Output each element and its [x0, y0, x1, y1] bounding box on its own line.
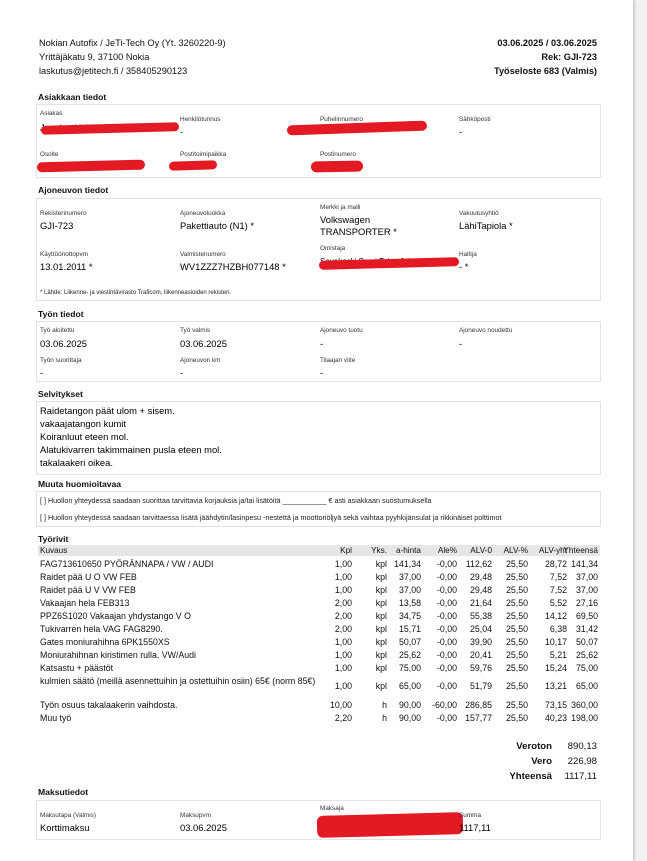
cell-kpl: 1,00: [334, 585, 352, 595]
value-henkilotunnus: -: [180, 126, 184, 137]
table-row: [38, 558, 600, 571]
table-row: [38, 597, 600, 610]
cell-yks: kpl: [375, 585, 387, 595]
col-header-a-hinta: a-hinta: [395, 546, 421, 555]
cell-ale: -0,00: [436, 681, 457, 691]
cell-alv-pct: 25,50: [505, 585, 528, 595]
cell-a-hinta: 34,75: [398, 611, 421, 621]
cell-ale: -0,00: [436, 572, 457, 582]
table-row: [38, 712, 600, 725]
col-header-alv-yht: ALV-yht: [538, 546, 567, 555]
cell-ale: -0,00: [436, 713, 457, 723]
cell-kuvaus: Työn osuus takalaakerin vaihdosta.: [40, 700, 178, 710]
cell-alv-yht: 15,24: [544, 663, 567, 673]
cell-yhteensa: 37,00: [575, 585, 598, 595]
cell-alv0: 59,76: [469, 663, 492, 673]
cell-yks: h: [382, 713, 387, 723]
label-maksutapa: Maksutapa (Valmis): [40, 812, 96, 819]
cell-a-hinta: 25,62: [398, 650, 421, 660]
total-yhteensa-label: Yhteensä: [509, 771, 552, 782]
label-postitoimipaikka: Postitoimipaikka: [180, 151, 227, 158]
label-ajoneuvoluokka: Ajoneuvoluokka: [180, 210, 226, 217]
value-maksupvm: 03.06.2025: [180, 822, 227, 833]
cell-kuvaus: FAG713610650 PYÖRÄNNAPA / VW / AUDI: [40, 559, 214, 569]
label-ajoneuvo-tuotu: Ajoneuvo tuotu: [320, 327, 363, 334]
col-header-alv0: ALV-0: [470, 546, 492, 555]
cell-kpl: 1,00: [334, 572, 352, 582]
cell-a-hinta: 90,00: [398, 700, 421, 710]
cell-alv0: 286,85: [465, 700, 492, 710]
table-header: [38, 545, 600, 556]
label-ajoneuvo-noudettu: Ajoneuvo noudettu: [459, 327, 513, 334]
cell-yhteensa: 37,00: [575, 572, 598, 582]
section-title-work: Työn tiedot: [38, 309, 84, 319]
label-maksaja: Maksaja: [320, 805, 344, 812]
label-haltija: Haltija: [459, 251, 477, 258]
redaction-mark: [317, 812, 464, 838]
cell-yhteensa: 360,00: [571, 700, 598, 710]
cell-kuvaus: Tukivarren hela VAG FAG8290.: [40, 624, 163, 634]
cell-kpl: 2,00: [334, 598, 352, 608]
redaction-mark: [287, 121, 427, 136]
label-tyo-aloitettu: Työ aloitettu: [40, 327, 75, 334]
section-title-muuta: Muuta huomioitavaa: [38, 479, 122, 489]
table-row: [38, 584, 600, 597]
cell-alv-pct: 25,50: [505, 637, 528, 647]
cell-a-hinta: 15,71: [398, 624, 421, 634]
table-row: [38, 636, 600, 649]
cell-alv-yht: 14,12: [544, 611, 567, 621]
cell-a-hinta: 37,00: [398, 572, 421, 582]
value-merkki: Volkswagen: [320, 214, 371, 225]
label-tilaajan-viite: Tilaajan viite: [320, 357, 356, 364]
cell-a-hinta: 50,07: [398, 637, 421, 647]
selvitys-line: Alatukivarren takimmainen pusla eteen mol.: [40, 444, 222, 455]
cell-alv0: 51,79: [469, 681, 492, 691]
cell-kpl: 10,00: [329, 700, 352, 710]
col-header-kpl: Kpl: [340, 546, 352, 555]
total-veroton-label: Veroton: [516, 741, 552, 752]
label-kayttoonottopvm: Käyttöönottopvm: [40, 251, 88, 258]
cell-ale: -0,00: [436, 585, 457, 595]
total-yhteensa-value: 1117,11: [564, 771, 597, 782]
cell-alv-pct: 25,50: [505, 611, 528, 621]
value-tyo-aloitettu: 03.06.2025: [40, 338, 87, 349]
col-header-ale: Ale%: [437, 546, 457, 555]
label-postinumero: Postinumero: [320, 151, 356, 158]
table-row: [38, 699, 600, 712]
cell-a-hinta: 141,34: [394, 559, 421, 569]
doc-rek: Rek: GJI-723: [541, 52, 597, 62]
table-row: [38, 675, 600, 699]
section-title-vehicle: Ajoneuvon tiedot: [38, 185, 109, 195]
label-summa: Summa: [459, 812, 482, 819]
cell-kpl: 1,00: [334, 681, 352, 691]
cell-alv-pct: 25,50: [505, 681, 528, 691]
cell-ale: -0,00: [436, 624, 457, 634]
label-vakuutusyhtio: Vakuutusyhtiö: [459, 210, 499, 217]
cell-yks: kpl: [375, 611, 387, 621]
cell-alv-pct: 25,50: [505, 663, 528, 673]
doc-dates: 03.06.2025 / 03.06.2025: [497, 38, 597, 48]
value-maksutapa: Korttimaksu: [40, 822, 90, 833]
value-tilaajan-viite: -: [320, 367, 324, 378]
cell-alv-pct: 25,50: [505, 650, 528, 660]
company-name: Nokian Autofix / JeTi-Tech Oy (Yt. 3260220-9): [39, 38, 226, 48]
cell-alv-pct: 25,50: [505, 559, 528, 569]
label-rekisterinumero: Rekisterinumero: [40, 210, 87, 217]
section-title-customer: Asiakkaan tiedot: [38, 92, 107, 102]
label-osoite: Osoite: [40, 151, 59, 158]
value-vakuutusyhtio: LähiTapiola *: [459, 220, 513, 231]
cell-kuvaus: Raidet pää U V VW FEB: [40, 585, 136, 595]
cell-alv-yht: 28,72: [544, 559, 567, 569]
cell-yhteensa: 141,34: [571, 559, 598, 569]
value-valmistenumero: WV1ZZZ7HZBH077148 *: [180, 261, 286, 272]
redaction-mark: [37, 160, 145, 173]
cell-kuvaus: Muu työ: [40, 713, 72, 723]
label-puhelin: Puhelinnumero: [320, 116, 363, 123]
cell-alv-yht: 73,15: [544, 700, 567, 710]
cell-ale: -0,00: [436, 598, 457, 608]
cell-kpl: 2,00: [334, 611, 352, 621]
cell-kpl: 1,00: [334, 650, 352, 660]
value-tyon-suorittaja: -: [40, 367, 44, 378]
cell-ale: -0,00: [436, 663, 457, 673]
redaction-mark: [311, 161, 363, 173]
cell-yhteensa: 65,00: [575, 681, 598, 691]
cell-yks: kpl: [375, 663, 387, 673]
label-omistaja: Omistaja: [320, 245, 346, 252]
cell-alv-yht: 13,21: [544, 681, 567, 691]
label-henkilotunnus: Henkilötunnus: [180, 116, 221, 123]
cell-alv0: 112,62: [465, 559, 492, 569]
cell-alv-pct: 25,50: [505, 700, 528, 710]
cell-yks: kpl: [375, 559, 387, 569]
selvitys-line: Raidetangon päät ulom + sisem.: [40, 405, 175, 416]
section-title-tyorivit: Työrivit: [38, 534, 69, 544]
value-ajoneuvon-km: -: [180, 367, 184, 378]
total-veroton-value: 890,13: [567, 741, 597, 752]
label-maksupvm: Maksupvm: [180, 812, 211, 819]
table-row: [38, 610, 600, 623]
value-kayttoonottopvm: 13.01.2011 *: [40, 261, 93, 272]
section-title-selvitykset: Selvitykset: [38, 389, 83, 399]
cell-yks: kpl: [375, 650, 387, 660]
cell-alv0: 29,48: [469, 572, 492, 582]
section-title-payment: Maksutiedot: [38, 787, 89, 797]
value-ajoneuvoluokka: Pakettiauto (N1) *: [180, 220, 254, 231]
label-tyo-valmis: Työ valmis: [180, 327, 211, 334]
cell-alv-yht: 7,52: [549, 585, 567, 595]
label-valmistenumero: Valmistenumero: [180, 251, 226, 258]
cell-alv-yht: 40,23: [544, 713, 567, 723]
cell-ale: -60,00: [432, 700, 457, 710]
cell-alv-yht: 7,52: [549, 572, 567, 582]
value-malli: TRANSPORTER *: [320, 226, 397, 237]
cell-yks: kpl: [375, 572, 387, 582]
cell-yhteensa: 50,07: [575, 637, 598, 647]
total-vero-label: Vero: [531, 756, 552, 767]
total-vero-value: 226,98: [567, 756, 597, 767]
cell-alv0: 157,77: [465, 713, 492, 723]
value-ajoneuvo-tuotu: -: [320, 338, 324, 349]
cell-alv-yht: 10,17: [544, 637, 567, 647]
muuta-box: [36, 491, 601, 527]
cell-alv0: 29,48: [469, 585, 492, 595]
muuta-checkbox-line: [ ] Huollon yhteydessä saadaan suorittaa tarvittavia korjauksia ja/tai lisätöitä ___________ € asti asiakkaan suostumuksella: [40, 496, 432, 505]
cell-yks: kpl: [375, 681, 387, 691]
selvitys-line: Koiranluut eteen mol.: [40, 431, 129, 442]
cell-kpl: 1,00: [334, 637, 352, 647]
selvitys-line: takalaakeri oikea.: [40, 457, 113, 468]
label-ajoneuvon-km: Ajoneuvon km: [180, 357, 221, 364]
cell-alv-yht: 5,52: [549, 598, 567, 608]
cell-kpl: 2,20: [334, 713, 352, 723]
label-sahkoposti: Sähköposti: [459, 116, 491, 123]
cell-alv0: 20,41: [469, 650, 492, 660]
label-asiakas: Asiakas: [40, 110, 63, 117]
cell-alv-yht: 5,21: [549, 650, 567, 660]
muuta-checkbox-line: [ ] Huollon yhteydessä saadaan tarvittaessa lisätä jäähdytin/lasinpesu -nestettä ja moottoriöljyä sekä vaihtaa pyyhkijänsulat ja rikkinäiset polttimot: [40, 513, 502, 522]
cell-alv0: 39,90: [469, 637, 492, 647]
cell-a-hinta: 13,58: [398, 598, 421, 608]
cell-yhteensa: 198,00: [571, 713, 598, 723]
cell-alv0: 21,64: [469, 598, 492, 608]
cell-alv-yht: 6,38: [549, 624, 567, 634]
col-header-kuvaus: Kuvaus: [40, 546, 68, 555]
label-tyon-suorittaja: Työn suorittaja: [40, 357, 82, 364]
value-sahkoposti: -: [459, 126, 463, 137]
cell-a-hinta: 90,00: [398, 713, 421, 723]
payment-box: [36, 800, 601, 840]
selvitykset-box: [36, 401, 601, 475]
cell-alv0: 55,38: [469, 611, 492, 621]
cell-kuvaus: Moniurahihnan kiristimen rulla. VW/Audi: [40, 650, 196, 660]
cell-kpl: 1,00: [334, 559, 352, 569]
cell-ale: -0,00: [436, 611, 457, 621]
cell-ale: -0,00: [436, 650, 457, 660]
cell-kpl: 1,00: [334, 663, 352, 673]
cell-kuvaus: Raidet pää U O VW FEB: [40, 572, 137, 582]
vehicle-footnote: * Lähde: Liikenne- ja viestintävirasto Traficom, liikenneasioiden rekisteri.: [40, 290, 232, 296]
value-haltija: - *: [459, 261, 469, 272]
label-merkki: Merkki ja malli: [320, 204, 361, 211]
value-ajoneuvo-noudettu: -: [459, 338, 463, 349]
cell-yks: kpl: [375, 624, 387, 634]
cell-yhteensa: 75,00: [575, 663, 598, 673]
cell-kuvaus: PPZ6S1020 Vakaajan yhdystango V O: [40, 611, 191, 621]
selvitys-line: vakaajatangon kumit: [40, 418, 126, 429]
redaction-mark: [169, 160, 217, 171]
cell-kuvaus: kulmien säätö (meillä asennettuihin ja ostettuihin osiin) 65€ (norm 85€): [40, 676, 316, 686]
vehicle-box: [36, 198, 601, 301]
table-row: [38, 662, 600, 675]
table-row: [38, 571, 600, 584]
cell-kuvaus: Gates moniurahihna 6PK1550XS: [40, 637, 170, 647]
doc-title: Työseloste 683 (Valmis): [494, 66, 597, 76]
table-row: [38, 623, 600, 636]
cell-kuvaus: Vakaajan hela FEB313: [40, 598, 130, 608]
cell-ale: -0,00: [436, 637, 457, 647]
customer-box: [36, 104, 601, 178]
company-address: Yrittäjäkatu 9, 37100 Nokia: [39, 52, 150, 62]
value-summa: 1117,11: [459, 822, 491, 833]
cell-alv-pct: 25,50: [505, 598, 528, 608]
cell-yks: kpl: [375, 637, 387, 647]
cell-yhteensa: 25,62: [575, 650, 598, 660]
cell-yhteensa: 31,42: [575, 624, 598, 634]
cell-alv-pct: 25,50: [505, 572, 528, 582]
cell-yhteensa: 69,50: [575, 611, 598, 621]
cell-alv0: 25,04: [469, 624, 492, 634]
value-tyo-valmis: 03.06.2025: [180, 338, 227, 349]
table-row: [38, 649, 600, 662]
company-contact: laskutus@jetitech.fi / 358405290123: [39, 66, 188, 76]
cell-yks: h: [382, 700, 387, 710]
cell-alv-pct: 25,50: [505, 624, 528, 634]
cell-ale: -0,00: [436, 559, 457, 569]
col-header-yhteensa: Yhteensä: [563, 546, 598, 555]
cell-yks: kpl: [375, 598, 387, 608]
cell-kuvaus: Katsastu + päästöt: [40, 663, 114, 673]
cell-alv-pct: 25,50: [505, 713, 528, 723]
work-box: [36, 321, 601, 382]
col-header-yks: Yks.: [371, 546, 387, 555]
cell-a-hinta: 65,00: [398, 681, 421, 691]
cell-a-hinta: 75,00: [398, 663, 421, 673]
col-header-alv-pct: ALV-%: [503, 546, 528, 555]
cell-yhteensa: 27,16: [575, 598, 598, 608]
value-rekisterinumero: GJI-723: [40, 220, 74, 231]
cell-a-hinta: 37,00: [398, 585, 421, 595]
cell-kpl: 2,00: [334, 624, 352, 634]
